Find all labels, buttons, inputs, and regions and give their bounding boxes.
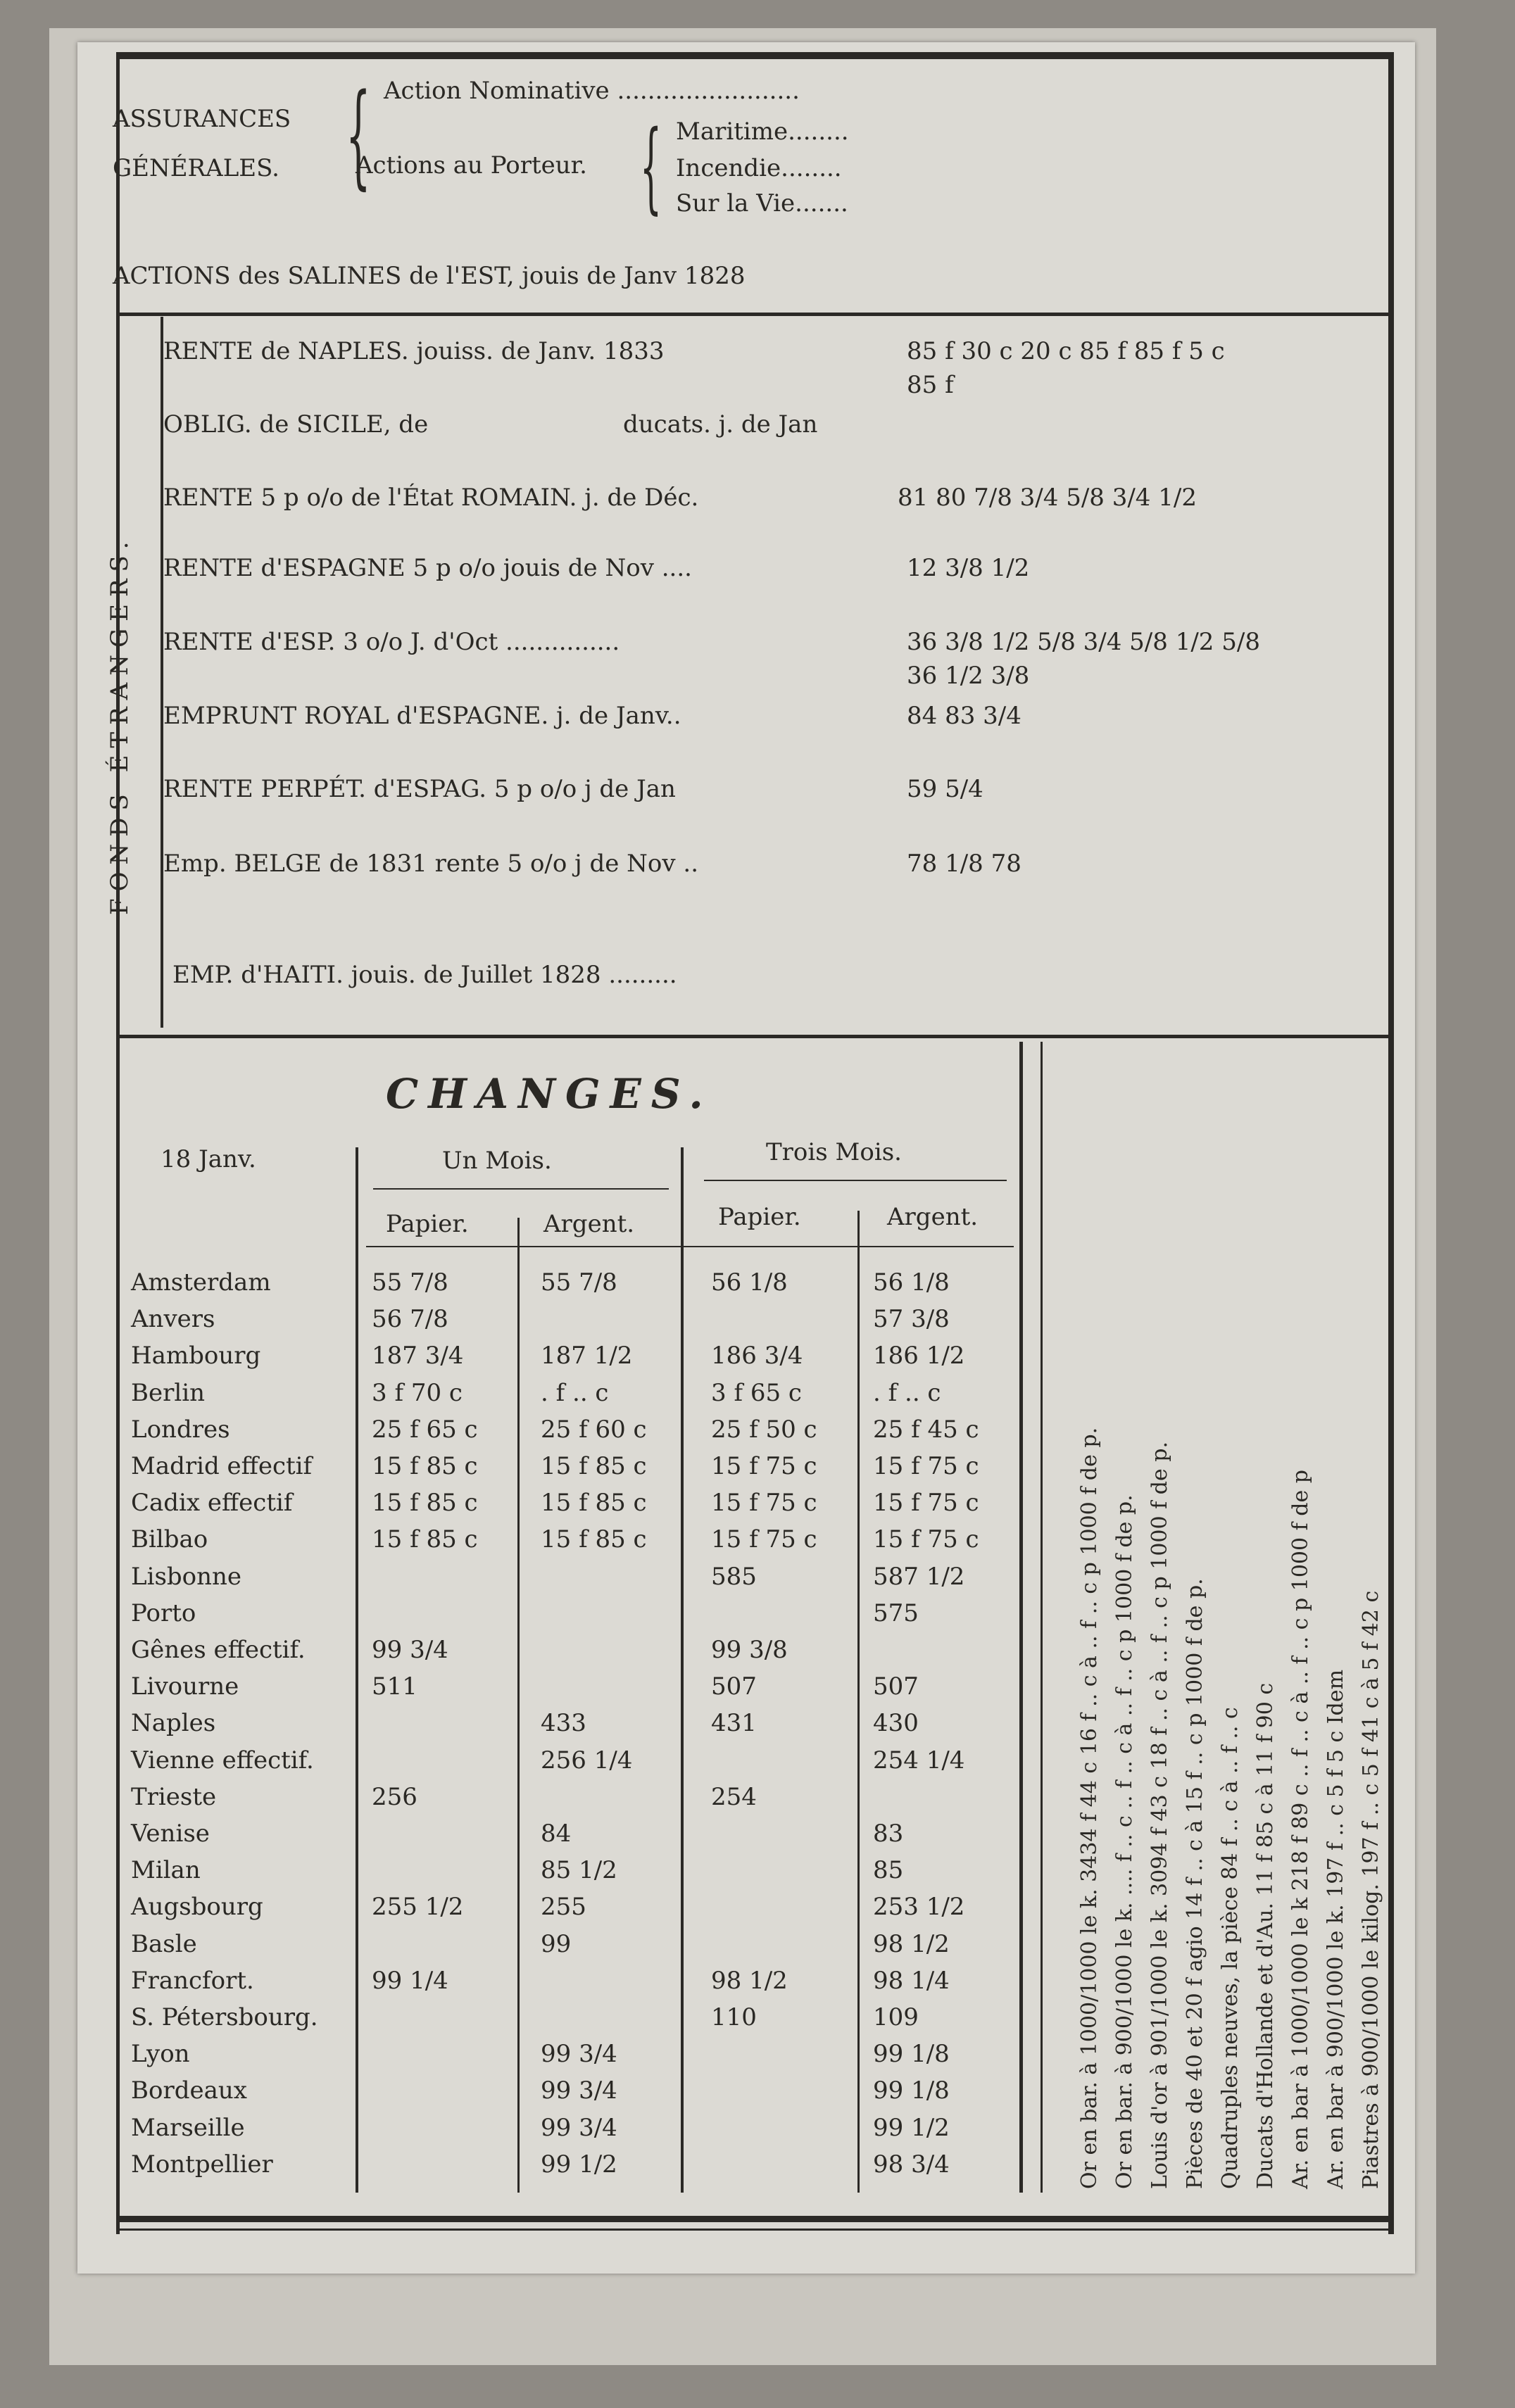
fonds-name: Emp. BELGE de 1831 rente 5 o/o j de Nov .. (163, 850, 699, 878)
col-rule (517, 1218, 520, 2193)
fonds-name: RENTE 5 p o/o de l'État ROMAIN. j. de Déc. (163, 484, 699, 512)
change-rate: 25 f 45 c (873, 1416, 979, 1444)
fonds-name: EMPRUNT ROYAL d'ESPAGNE. j. de Janv.. (163, 702, 681, 730)
assurances-brace: { (346, 69, 371, 201)
change-rate: 25 f 50 c (711, 1416, 817, 1444)
change-rate: . f .. c (873, 1379, 941, 1407)
change-rate: 575 (873, 1599, 919, 1627)
change-rate: 186 3/4 (711, 1342, 803, 1370)
change-city: Livourne (131, 1672, 239, 1701)
change-city: Anvers (131, 1305, 215, 1333)
fonds-name: RENTE PERPÉT. d'ESPAG. 5 p o/o j de Jan (163, 775, 676, 803)
change-rate: 55 7/8 (372, 1268, 448, 1297)
metal-rate-line: Ducats d'Hollande et d'Au. 11 f 85 c à 11 f 90 c (1253, 1682, 1278, 2189)
changes-header-rule (366, 1246, 1014, 1247)
change-city: Londres (131, 1416, 230, 1444)
change-rate: 187 1/2 (541, 1342, 633, 1370)
change-city: Trieste (131, 1783, 217, 1811)
porteur-brace: { (639, 110, 662, 225)
change-rate: 15 f 85 c (541, 1525, 647, 1553)
change-rate: 255 1/2 (372, 1893, 464, 1921)
salines-line: ACTIONS des SALINES de l'EST, jouis de Janv 1828 (113, 262, 746, 290)
change-rate: 109 (873, 2003, 919, 2031)
change-rate: 15 f 85 c (372, 1525, 478, 1553)
change-rate: 3 f 70 c (372, 1379, 463, 1407)
change-rate: 15 f 85 c (372, 1489, 478, 1517)
change-rate: 110 (711, 2003, 757, 2031)
change-rate: 256 1/4 (541, 1746, 633, 1775)
bottom-rule-thin (120, 2229, 1394, 2231)
change-rate: 433 (541, 1709, 586, 1737)
change-rate: 15 f 75 c (711, 1452, 817, 1480)
right-border (1388, 52, 1394, 2234)
change-city: Marseille (131, 2114, 245, 2142)
change-rate: 99 (541, 1930, 572, 1958)
change-rate: 254 (711, 1783, 757, 1811)
change-city: Amsterdam (131, 1268, 271, 1297)
change-rate: 98 3/4 (873, 2150, 950, 2179)
trois-mois-header: Trois Mois. (766, 1138, 902, 1166)
change-city: Basle (131, 1930, 197, 1958)
change-rate: 253 1/2 (873, 1893, 965, 1921)
change-rate: 99 3/4 (541, 2040, 617, 2068)
change-city: Gênes effectif. (131, 1636, 306, 1664)
change-rate: 507 (873, 1672, 919, 1701)
fonds-values: 85 f 30 c 20 c 85 f 85 f 5 c (907, 337, 1225, 365)
change-city: Hambourg (131, 1342, 261, 1370)
change-city: Augsbourg (131, 1893, 263, 1921)
metal-rate-line: Or en bar. à 900/1000 le k. .... f .. c .. f .. c à .. f .. c p 1000 f de p. (1112, 1494, 1137, 2189)
change-rate: 98 1/2 (873, 1930, 950, 1958)
sur-la-vie: Sur la Vie....... (676, 189, 848, 218)
maritime: Maritime........ (676, 118, 849, 146)
change-rate: 587 1/2 (873, 1563, 965, 1591)
fonds-values: 85 f (907, 371, 954, 399)
change-rate: 15 f 85 c (541, 1489, 647, 1517)
bottom-rule (120, 2216, 1394, 2222)
col-rule (1041, 1042, 1043, 2193)
col-rule (356, 1147, 358, 2193)
change-rate: 585 (711, 1563, 757, 1591)
change-rate: 83 (873, 1820, 904, 1848)
change-rate: 99 1/2 (541, 2150, 617, 2179)
change-rate: . f .. c (541, 1379, 609, 1407)
metal-rate-line: Piastres à 900/1000 le kilog. 197 f .. c 5 f 41 c à 5 f 42 c (1359, 1590, 1383, 2189)
top-rule (116, 52, 1394, 59)
change-rate: 99 3/4 (541, 2076, 617, 2105)
change-city: Bordeaux (131, 2076, 247, 2105)
change-city: S. Pétersbourg. (131, 2003, 318, 2031)
change-city: Vienne effectif. (131, 1746, 314, 1775)
change-city: Lisbonne (131, 1563, 242, 1591)
assurances-label-2: GÉNÉRALES. (113, 154, 279, 182)
change-rate: 187 3/4 (372, 1342, 464, 1370)
col-rule (681, 1147, 684, 2193)
fonds-name: RENTE d'ESP. 3 o/o J. d'Oct ............... (163, 628, 620, 656)
fonds-name: ducats. j. de Jan (623, 410, 818, 439)
change-rate: 56 1/8 (711, 1268, 788, 1297)
change-rate: 55 7/8 (541, 1268, 617, 1297)
incendie: Incendie........ (676, 154, 842, 182)
change-rate: 85 1/2 (541, 1856, 617, 1884)
assurances-label-1: ASSURANCES (113, 105, 291, 133)
change-rate: 98 1/2 (711, 1967, 788, 1995)
change-rate: 15 f 75 c (711, 1525, 817, 1553)
metal-rate-line: Ar. en bar à 1000/1000 le k 218 f 89 c .. f .. c à .. f .. c p 1000 f de p (1288, 1470, 1313, 2189)
action-nominative: Action Nominative ........................ (384, 77, 800, 105)
argent-header: Argent. (543, 1210, 635, 1238)
left-border (116, 52, 120, 2234)
col-rule (1019, 1042, 1023, 2193)
fonds-name: RENTE de NAPLES. jouiss. de Janv. 1833 (163, 337, 665, 365)
change-rate: 15 f 85 c (372, 1452, 478, 1480)
changes-top-rule (120, 1035, 1394, 1038)
change-rate: 15 f 75 c (873, 1452, 979, 1480)
metal-rate-line: Louis d'or à 901/1000 le k. 3094 f 43 c 18 f .. c à .. f .. c p 1000 f de p. (1148, 1441, 1172, 2189)
change-city: Porto (131, 1599, 196, 1627)
change-rate: 56 1/8 (873, 1268, 950, 1297)
change-rate: 99 1/8 (873, 2040, 950, 2068)
papier-header: Papier. (718, 1203, 801, 1231)
change-rate: 56 7/8 (372, 1305, 448, 1333)
change-city: Francfort. (131, 1967, 254, 1995)
argent-header: Argent. (887, 1203, 979, 1231)
change-rate: 84 (541, 1820, 572, 1848)
change-rate: 431 (711, 1709, 757, 1737)
change-rate: 85 (873, 1856, 904, 1884)
change-rate: 15 f 75 c (873, 1489, 979, 1517)
changes-date: 18 Janv. (161, 1145, 256, 1173)
change-rate: 15 f 75 c (711, 1489, 817, 1517)
change-rate: 99 1/2 (873, 2114, 950, 2142)
change-rate: 25 f 65 c (372, 1416, 478, 1444)
change-rate: 99 3/4 (372, 1636, 448, 1664)
change-rate: 15 f 75 c (873, 1525, 979, 1553)
change-rate: 255 (541, 1893, 586, 1921)
fonds-values: 12 3/8 1/2 (907, 554, 1030, 582)
change-rate: 99 3/8 (711, 1636, 788, 1664)
trois-mois-underline (704, 1180, 1007, 1181)
actions-porteur: Actions au Porteur. (356, 151, 587, 179)
change-rate: 99 3/4 (541, 2114, 617, 2142)
document-page (77, 42, 1415, 2274)
changes-title: CHANGES. (386, 1070, 713, 1118)
change-rate: 15 f 85 c (541, 1452, 647, 1480)
un-mois-underline (373, 1188, 669, 1190)
fonds-name: RENTE d'ESPAGNE 5 p o/o jouis de Nov .... (163, 554, 692, 582)
metal-rate-line: Quadruples neuves, la pièce 84 f .. c à .. f .. c (1218, 1707, 1243, 2189)
change-rate: 430 (873, 1709, 919, 1737)
change-rate: 99 1/8 (873, 2076, 950, 2105)
change-city: Venise (131, 1820, 210, 1848)
col-rule (857, 1211, 860, 2193)
change-rate: 186 1/2 (873, 1342, 965, 1370)
change-city: Bilbao (131, 1525, 208, 1553)
change-city: Montpellier (131, 2150, 273, 2179)
fonds-values: 59 5/4 (907, 775, 983, 803)
change-city: Cadix effectif (131, 1489, 293, 1517)
fonds-values: 36 1/2 3/8 (907, 662, 1030, 690)
papier-header: Papier. (386, 1210, 469, 1238)
change-city: Berlin (131, 1379, 206, 1407)
change-city: Lyon (131, 2040, 190, 2068)
metal-rate-line: Pièces de 40 et 20 f agio 14 f .. c à 15 f .. c p 1000 f de p. (1183, 1578, 1207, 2189)
fonds-top-rule (120, 313, 1394, 316)
change-rate: 99 1/4 (372, 1967, 448, 1995)
metal-rate-line: Ar. en bar à 900/1000 le k. 197 f .. c 5 f 5 c Idem (1324, 1669, 1348, 2189)
change-city: Milan (131, 1856, 201, 1884)
fonds-values: 84 83 3/4 (907, 702, 1021, 730)
change-rate: 98 1/4 (873, 1967, 950, 1995)
change-rate: 511 (372, 1672, 417, 1701)
fonds-name: EMP. d'HAITI. jouis. de Juillet 1828 ......... (172, 961, 677, 989)
un-mois-header: Un Mois. (442, 1147, 552, 1175)
fonds-values: 78 1/8 78 (907, 850, 1021, 878)
fonds-etrangers-label: FONDS ÉTRANGERS. (106, 534, 134, 915)
change-rate: 256 (372, 1783, 417, 1811)
change-rate: 507 (711, 1672, 757, 1701)
change-city: Madrid effectif (131, 1452, 313, 1480)
change-rate: 3 f 65 c (711, 1379, 802, 1407)
change-city: Naples (131, 1709, 216, 1737)
change-rate: 254 1/4 (873, 1746, 965, 1775)
change-rate: 25 f 60 c (541, 1416, 647, 1444)
change-rate: 57 3/8 (873, 1305, 950, 1333)
fonds-values: 36 3/8 1/2 5/8 3/4 5/8 1/2 5/8 (907, 628, 1260, 656)
fonds-name: OBLIG. de SICILE, de (163, 410, 429, 439)
fonds-values: 81 80 7/8 3/4 5/8 3/4 1/2 (898, 484, 1197, 512)
metal-rate-line: Or en bar. à 1000/1000 le k. 3434 f 44 c 16 f .. c à .. f .. c p 1000 f de p. (1077, 1427, 1102, 2189)
